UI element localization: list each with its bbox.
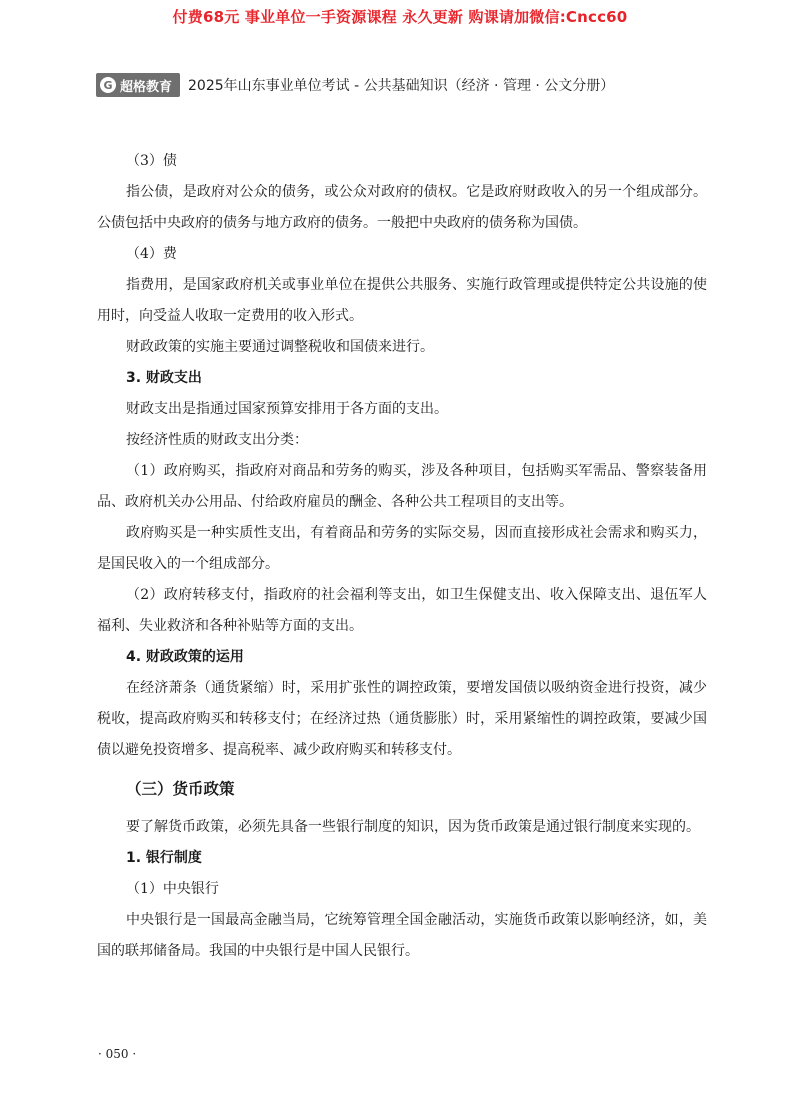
paragraph: 指费用，是国家政府机关或事业单位在提供公共服务、实施行政管理或提供特定公共设施的使用时，向受益人收取一定费用的收入形式。 <box>97 277 707 324</box>
chapter-heading: （三）货币政策 <box>126 780 235 798</box>
section-heading: 4. 财政政策的运用 <box>126 649 244 665</box>
paragraph: （1）政府购买，指政府对商品和劳务的购买，涉及各种项目，包括购买军需品、警察装备用品、政府机关办公用品、付给政府雇员的酬金、各种公共工程项目的支出等。 <box>97 463 707 510</box>
section-heading: 1. 银行制度 <box>126 850 202 866</box>
list-item-heading: （1）中央银行 <box>126 881 219 897</box>
paragraph: （2）政府转移支付，指政府的社会福利等支出，如卫生保健支出、收入保障支出、退伍军人福利、失业救济和各种补贴等方面的支出。 <box>97 587 707 634</box>
watermark-banner: 付费68元 事业单位一手资源课程 永久更新 购课请加微信:Cncc60 <box>172 8 628 26</box>
logo-mark-icon: G <box>100 77 116 93</box>
paragraph: 中央银行是一国最高金融当局，它统筹管理全国金融活动，实施货币政策以影响经济，如，美国的联邦储备局。我国的中央银行是中国人民银行。 <box>97 912 707 959</box>
list-item-heading: （4）费 <box>126 246 177 262</box>
section-heading: 3. 财政支出 <box>126 370 202 386</box>
page-content <box>97 146 707 967</box>
paragraph: 按经济性质的财政支出分类： <box>126 432 308 448</box>
paragraph: 在经济萧条（通货紧缩）时，采用扩张性的调控政策，要增发国债以吸纳资金进行投资，减少税收，提高政府购买和转移支付；在经济过热（通货膨胀）时，采用紧缩性的调控政策，要减少国债以避免投资增多、提高税率、减少政府购买和转移支付。 <box>97 680 707 758</box>
list-item-heading: （3）债 <box>126 153 177 169</box>
page-header <box>96 72 614 98</box>
paragraph: 政府购买是一种实质性支出，有着商品和劳务的实际交易，因而直接形成社会需求和购买力，是国民收入的一个组成部分。 <box>97 525 707 572</box>
paragraph: 财政支出是指通过国家预算安排用于各方面的支出。 <box>126 401 448 417</box>
paragraph: 指公债，是政府对公众的债务，或公众对政府的债权。它是政府财政收入的另一个组成部分。公债包括中央政府的债务与地方政府的债务。一般把中央政府的债务称为国债。 <box>97 184 707 231</box>
book-title: 2025年山东事业单位考试 - 公共基础知识（经济 · 管理 · 公文分册） <box>188 78 615 94</box>
paragraph: 财政政策的实施主要通过调整税收和国债来进行。 <box>126 339 434 355</box>
brand-logo <box>96 73 180 97</box>
page-number: · 050 · <box>98 1047 137 1061</box>
logo-text: 超格教育 <box>120 79 173 95</box>
paragraph: 要了解货币政策，必须先具备一些银行制度的知识，因为货币政策是通过银行制度来实现的。 <box>126 819 700 835</box>
